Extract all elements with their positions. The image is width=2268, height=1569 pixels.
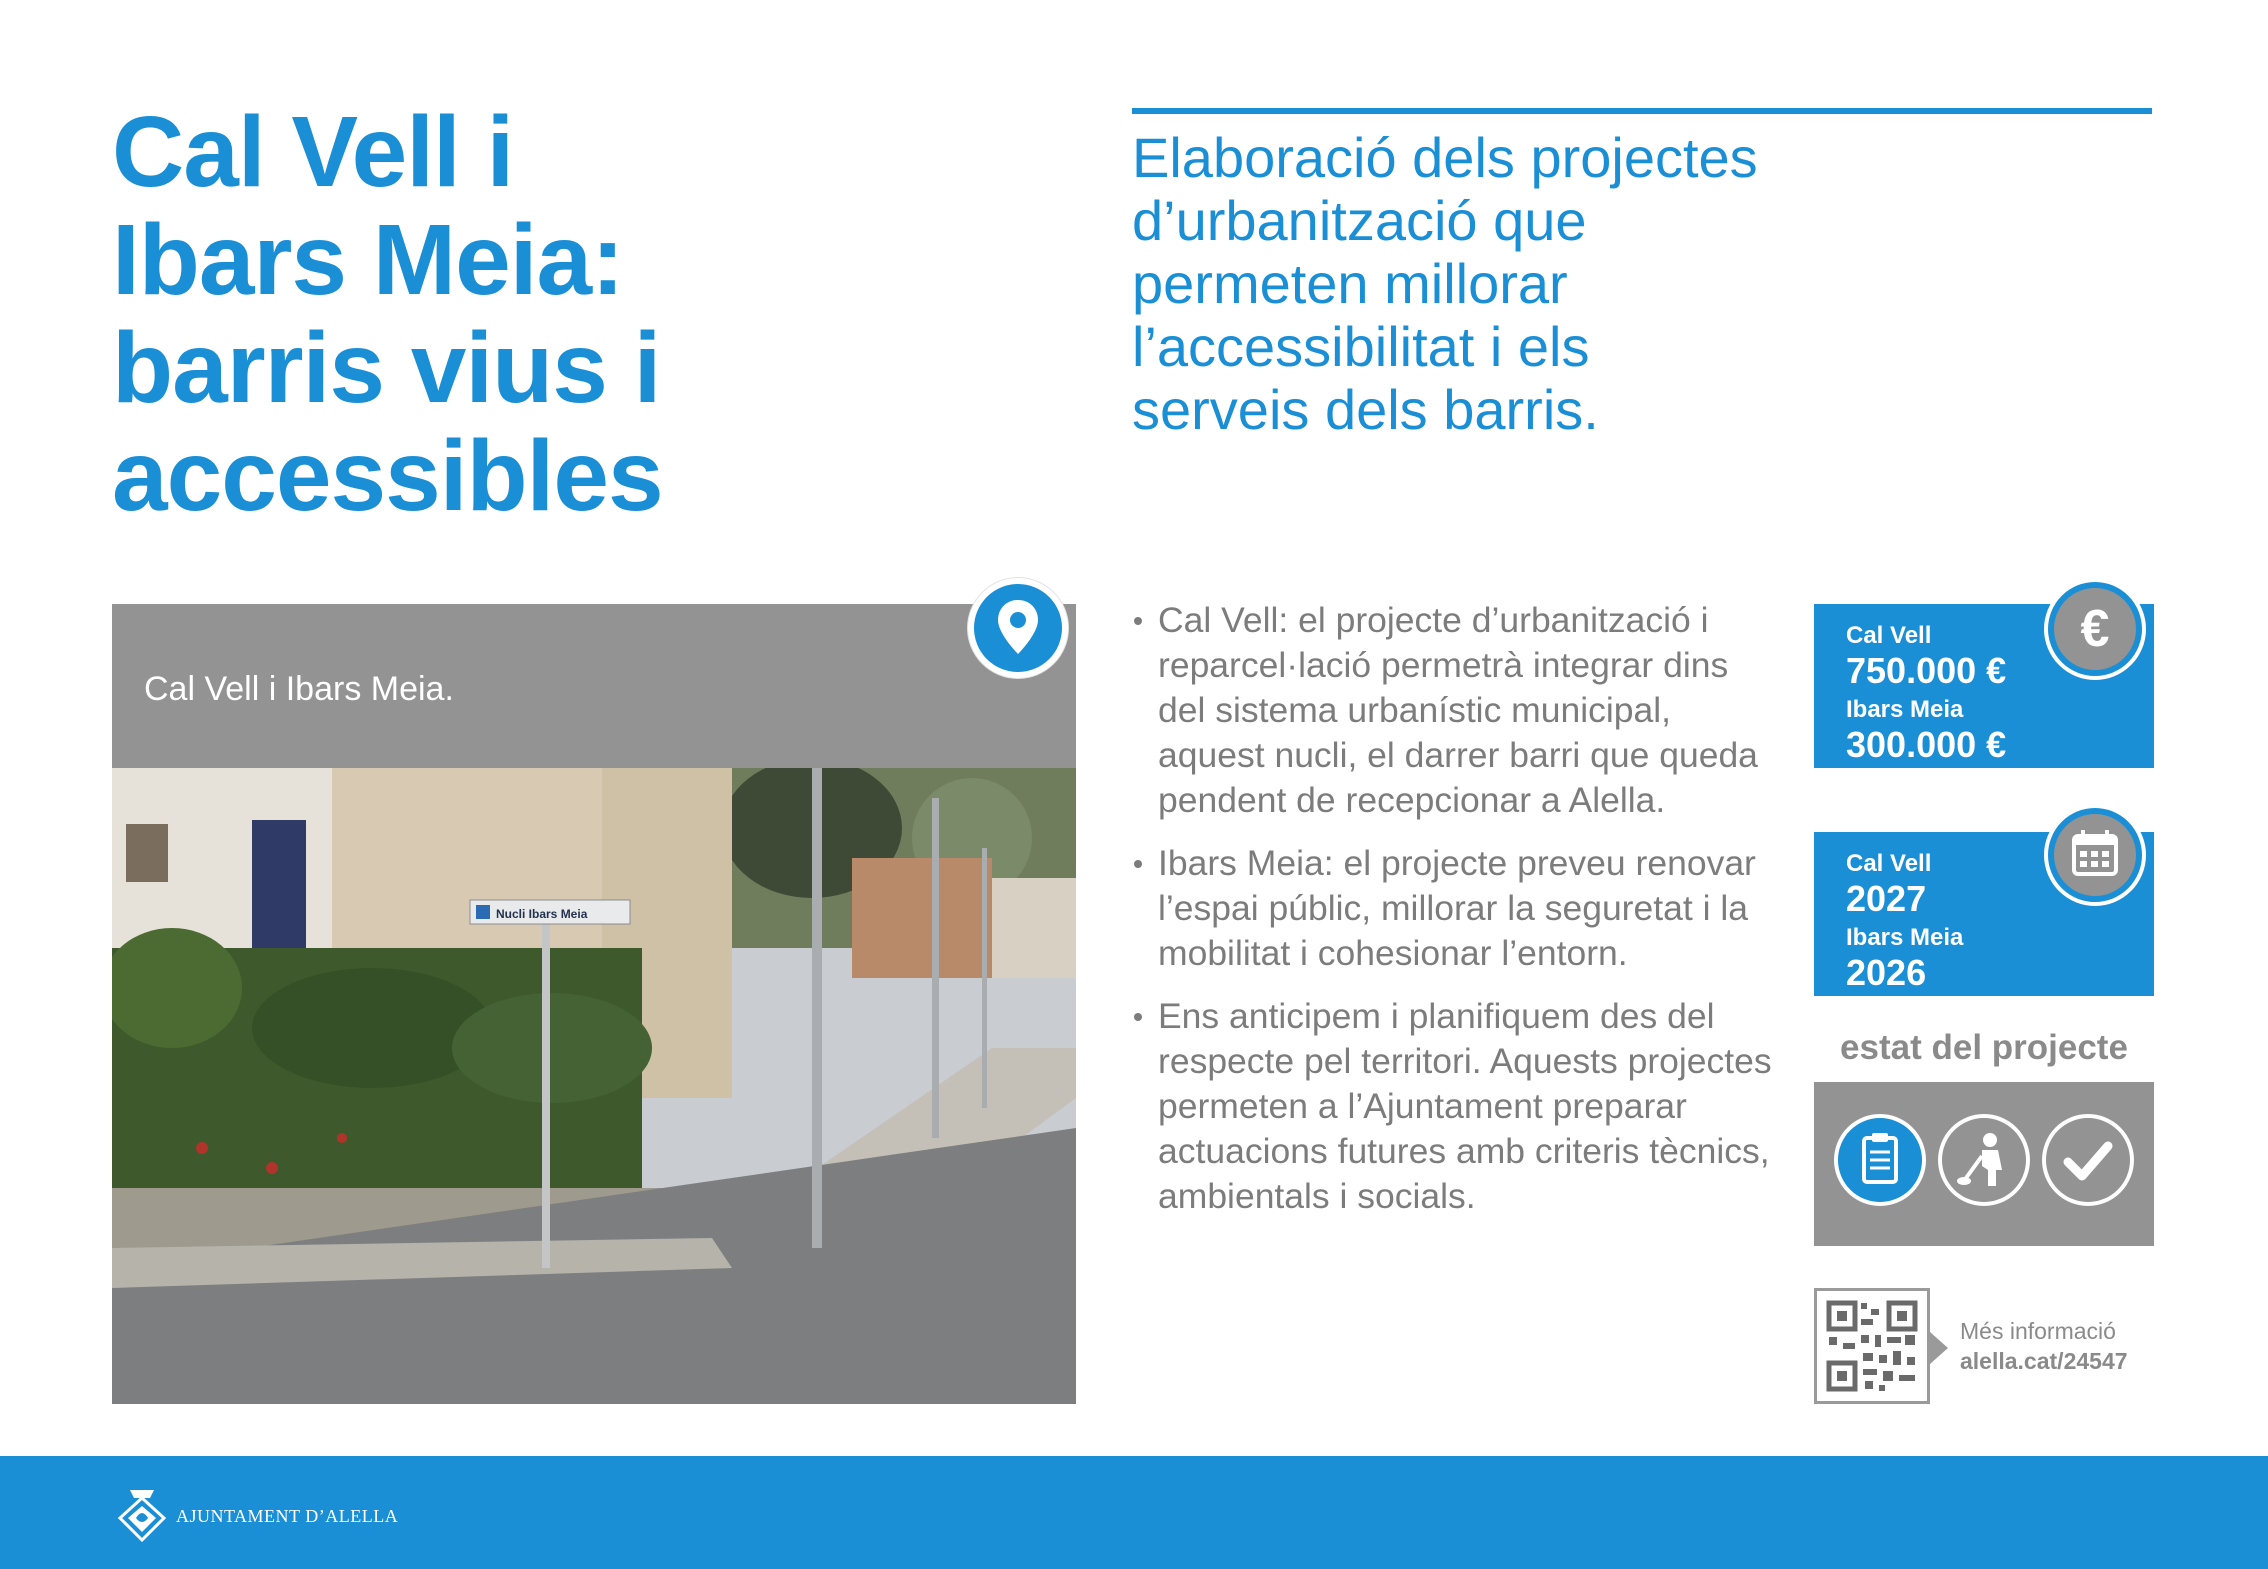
euro-symbol: € [2080,600,2110,658]
subtitle-line: Elaboració dels projectes [1132,126,1758,189]
title-line: barris vius i [112,312,661,424]
budget-label: Ibars Meia [1846,696,1964,723]
date-label: Cal Vell [1846,850,1932,877]
bullet-list [1132,598,1772,1237]
photo-panel [112,604,1076,1404]
page-title [112,98,752,530]
calendar-icon [2048,808,2142,902]
bullet-dot [1134,617,1142,625]
budget-value: 750.000 € [1846,650,2007,691]
euro-icon [2048,582,2142,676]
photo-caption: Cal Vell i Ibars Meia. [144,670,454,708]
title-line: Cal Vell i [112,96,514,208]
municipal-shield-logo [116,1486,168,1542]
subtitle-line: l’accessibilitat i els [1132,315,1590,378]
organization-name: AJUNTAMENT D’ALELLA [176,1506,399,1526]
checkmark-icon [2042,1114,2134,1206]
status-panel [1814,1082,2154,1246]
bullet-text: Ibars Meia: el projecte preveu renovar l’espai públic, millorar la seguretat i la mobilitat i cohesionar l’entorn. [1158,843,1756,973]
bullet-text: Ens anticipem i planifiquem des del respecte pel territori. Aquests projectes permeten a l’Ajuntament preparar actuacions futures amb criteris tècnics, ambientals i socials. [1158,996,1772,1216]
budget-value: 300.000 € [1846,724,2007,765]
qr-code[interactable] [1814,1288,1930,1404]
bullet-dot [1134,1013,1142,1021]
street-sign-text: Nucli Ibars Meia [496,907,588,921]
subtitle-line: d’urbanització que [1132,189,1587,252]
caption-bar [112,604,1076,768]
subtitle [1132,126,1892,441]
street-photo [112,768,1076,1404]
subtitle-divider [1132,108,2152,114]
bullet-dot [1134,860,1142,868]
subtitle-line: serveis dels barris. [1132,378,1599,441]
list-item [1132,598,1772,823]
budget-label: Cal Vell [1846,622,1932,649]
arrow-right-icon [1930,1332,1948,1364]
list-item [1132,994,1772,1219]
title-line: accessibles [112,420,663,532]
bullet-text: Cal Vell: el projecte d’urbanització i reparcel·lació permetrà integrar dins del sistema urbanístic municipal, aquest nucli, el darrer barri que queda pendent de recepcionar a Alella. [1158,600,1758,820]
location-pin-icon [968,578,1068,678]
date-label: Ibars Meia [1846,924,1964,951]
footer [0,1456,2268,1569]
worker-icon [1938,1114,2030,1206]
date-value: 2027 [1846,878,1927,919]
list-item [1132,841,1772,976]
title-line: Ibars Meia: [112,204,624,316]
status-title: estat del projecte [1840,1028,2128,1067]
more-info-link[interactable]: alella.cat/24547 [1960,1348,2128,1374]
more-info-label: Més informació [1960,1318,2116,1344]
date-value: 2026 [1846,952,1927,993]
clipboard-icon [1834,1114,1926,1206]
subtitle-line: permeten millorar [1132,252,1568,315]
